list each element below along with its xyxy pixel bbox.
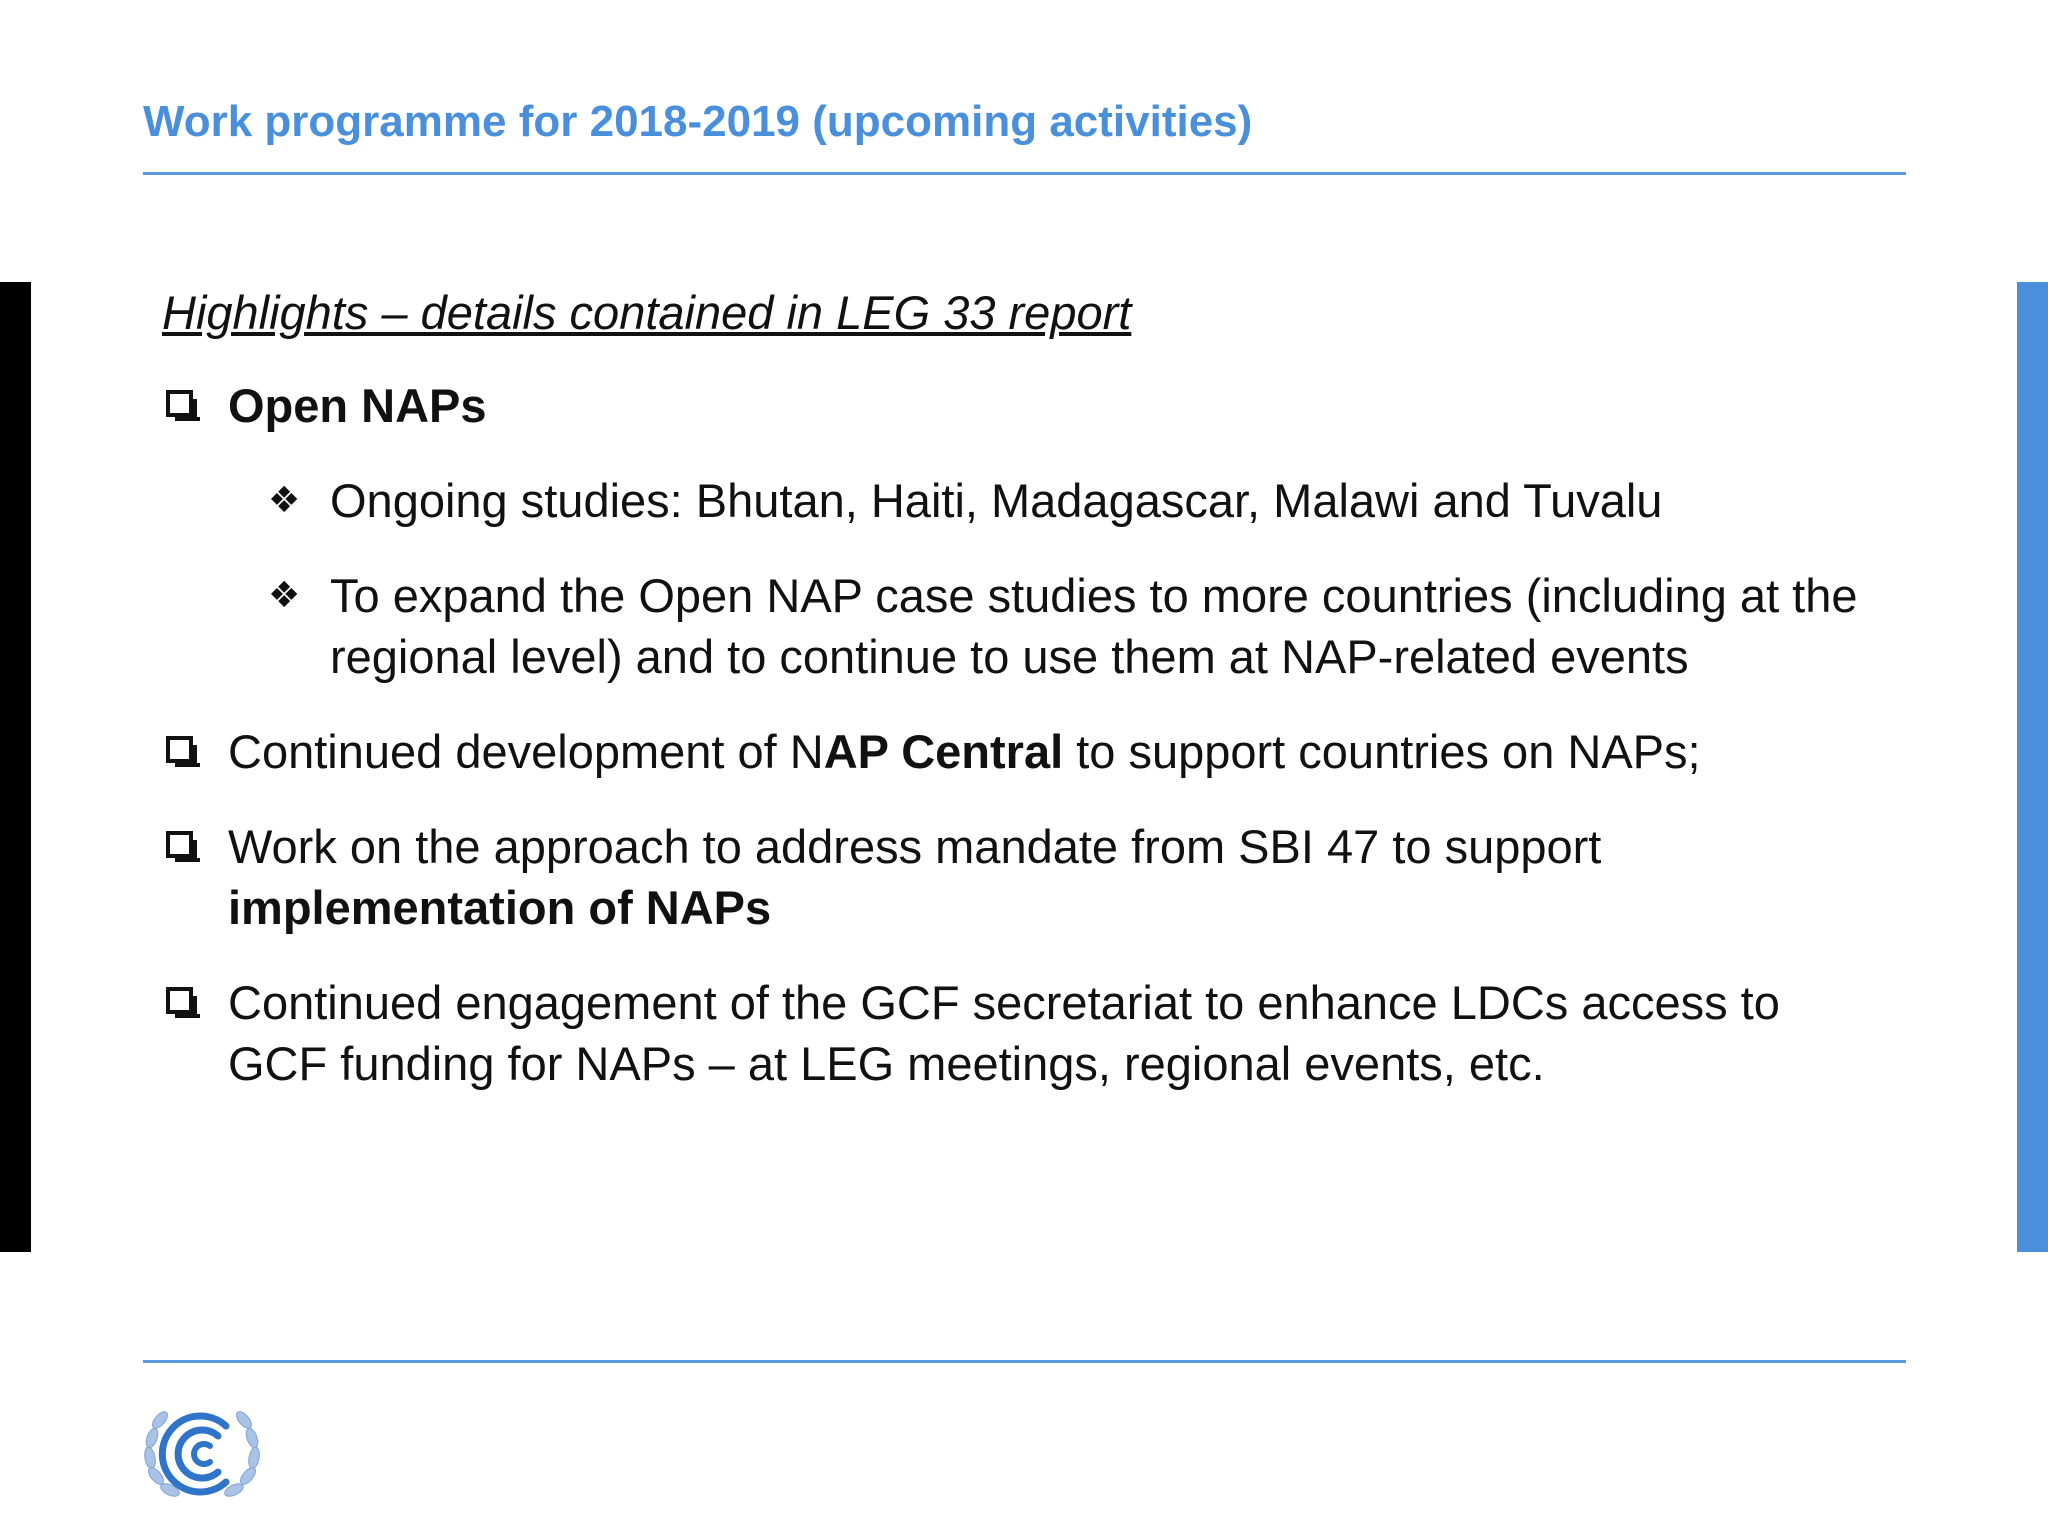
- bullet-item-open-naps: [162, 375, 1882, 436]
- unfccc-logo: [138, 1398, 266, 1506]
- four-diamond-icon: ❖: [268, 575, 301, 616]
- sub-bullet-item: [162, 565, 1882, 687]
- bullet-text-bold: AP Central: [823, 725, 1064, 778]
- bullet-item-gcf-engagement: [162, 972, 1882, 1094]
- four-diamond-icon: ❖: [268, 480, 301, 521]
- checkbox-icon: [166, 390, 193, 417]
- left-accent-bar: [0, 282, 31, 1252]
- bullet-item-nap-central: [162, 721, 1882, 782]
- footer-divider: [143, 1360, 1906, 1363]
- sub-bullet-text: Ongoing studies: Bhutan, Haiti, Madagascar, Malawi and Tuvalu: [330, 474, 1663, 527]
- slide-body: [162, 282, 1882, 1128]
- bullet-text: Continued engagement of the GCF secretariat to enhance LDCs access to GCF funding for NAPs – at LEG meetings, regional events, etc.: [228, 976, 1780, 1090]
- bullet-text: to support countries on NAPs;: [1063, 725, 1701, 778]
- sub-bullet-item: [162, 470, 1882, 531]
- bullet-item-sbi-mandate: [162, 816, 1882, 938]
- checkbox-icon: [166, 987, 193, 1014]
- checkbox-icon: [166, 736, 193, 763]
- checkbox-icon: [166, 831, 193, 858]
- slide-title: Work programme for 2018-2019 (upcoming activities): [143, 97, 1253, 146]
- bullet-text-bold: implementation of NAPs: [228, 881, 772, 934]
- slide-subtitle: Highlights – details contained in LEG 33 report: [162, 286, 1132, 339]
- bullet-text: Open NAPs: [228, 379, 487, 432]
- bullet-text: Work on the approach to address mandate from SBI 47 to support: [228, 820, 1602, 873]
- bullet-text: Continued development of N: [228, 725, 824, 778]
- title-divider: [143, 172, 1906, 175]
- sub-bullet-text: To expand the Open NAP case studies to more countries (including at the regional level) and to continue to use them at NAP-related events: [330, 569, 1858, 683]
- right-accent-bar: [2017, 282, 2048, 1252]
